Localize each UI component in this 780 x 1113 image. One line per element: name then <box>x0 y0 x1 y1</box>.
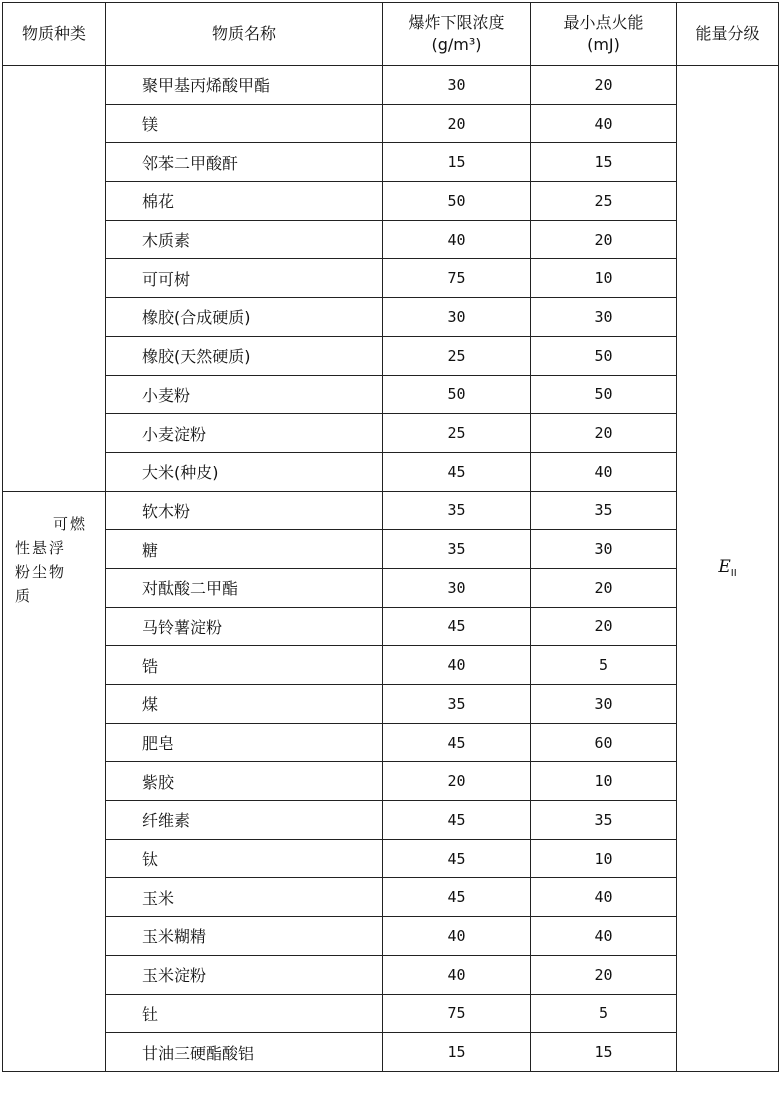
lower-limit-value: 40 <box>383 646 531 685</box>
category-cell-upper <box>3 66 106 492</box>
lower-limit-value: 25 <box>383 336 531 375</box>
lower-limit-value: 40 <box>383 955 531 994</box>
table-row <box>3 607 779 646</box>
min-ignition-value: 35 <box>531 801 677 840</box>
min-ignition-value: 10 <box>531 839 677 878</box>
table-row <box>3 994 779 1033</box>
category-line: 可燃 <box>52 514 87 533</box>
substance-name: 大米(种皮) <box>106 452 383 491</box>
category-cell <box>3 491 106 1071</box>
min-ignition-value: 20 <box>531 414 677 453</box>
energy-level-value: E <box>718 557 731 578</box>
header-energy-level: 能量分级 <box>677 3 779 66</box>
lower-limit-value: 15 <box>383 1033 531 1072</box>
substance-name: 棉花 <box>106 182 383 221</box>
min-ignition-value: 50 <box>531 336 677 375</box>
substance-name: 钛 <box>106 839 383 878</box>
substance-name: 可可树 <box>106 259 383 298</box>
substance-name: 对酞酸二甲酯 <box>106 568 383 607</box>
table-row <box>3 298 779 337</box>
lower-limit-value: 40 <box>383 220 531 259</box>
substance-name: 小麦淀粉 <box>106 414 383 453</box>
table-row <box>3 104 779 143</box>
substance-name: 橡胶(天然硬质) <box>106 336 383 375</box>
min-ignition-value: 10 <box>531 762 677 801</box>
header-min-ignition-line2: (mJ) <box>587 35 620 54</box>
substance-name: 聚甲基丙烯酸甲酯 <box>106 66 383 105</box>
min-ignition-value: 40 <box>531 878 677 917</box>
min-ignition-value: 20 <box>531 220 677 259</box>
dust-data-table <box>2 2 779 1072</box>
substance-name: 小麦粉 <box>106 375 383 414</box>
table-row <box>3 762 779 801</box>
min-ignition-value: 5 <box>531 646 677 685</box>
table-row <box>3 66 779 105</box>
substance-name: 钍 <box>106 994 383 1033</box>
lower-limit-value: 30 <box>383 298 531 337</box>
min-ignition-value: 60 <box>531 723 677 762</box>
min-ignition-value: 15 <box>531 1033 677 1072</box>
min-ignition-value: 30 <box>531 298 677 337</box>
table-row <box>3 414 779 453</box>
lower-limit-value: 45 <box>383 723 531 762</box>
min-ignition-value: 30 <box>531 530 677 569</box>
table-row <box>3 723 779 762</box>
table-row <box>3 143 779 182</box>
min-ignition-value: 20 <box>531 607 677 646</box>
min-ignition-value: 10 <box>531 259 677 298</box>
lower-limit-value: 45 <box>383 878 531 917</box>
lower-limit-value: 30 <box>383 66 531 105</box>
substance-name: 软木粉 <box>106 491 383 530</box>
min-ignition-value: 30 <box>531 685 677 724</box>
min-ignition-value: 35 <box>531 491 677 530</box>
substance-name: 肥皂 <box>106 723 383 762</box>
min-ignition-value: 20 <box>531 568 677 607</box>
table-row <box>3 839 779 878</box>
category-line: 质 <box>15 586 33 605</box>
header-name: 物质名称 <box>106 3 383 66</box>
min-ignition-value: 20 <box>531 955 677 994</box>
min-ignition-value: 5 <box>531 994 677 1033</box>
header-lower-limit-line2: (g/m³) <box>431 35 482 54</box>
lower-limit-value: 20 <box>383 762 531 801</box>
substance-name: 镁 <box>106 104 383 143</box>
substance-name: 木质素 <box>106 220 383 259</box>
table-row <box>3 259 779 298</box>
lower-limit-value: 45 <box>383 839 531 878</box>
min-ignition-value: 25 <box>531 182 677 221</box>
table-row <box>3 685 779 724</box>
table-row <box>3 375 779 414</box>
min-ignition-value: 20 <box>531 66 677 105</box>
header-min-ignition-line1: 最小点火能 <box>563 13 644 32</box>
substance-name: 玉米淀粉 <box>106 955 383 994</box>
min-ignition-value: 40 <box>531 104 677 143</box>
lower-limit-value: 25 <box>383 414 531 453</box>
substance-name: 玉米糊精 <box>106 917 383 956</box>
header-lower-limit-line1: 爆炸下限浓度 <box>408 13 505 32</box>
lower-limit-value: 35 <box>383 491 531 530</box>
lower-limit-value: 45 <box>383 801 531 840</box>
substance-name: 煤 <box>106 685 383 724</box>
substance-name: 糖 <box>106 530 383 569</box>
substance-name: 甘油三硬酯酸铝 <box>106 1033 383 1072</box>
substance-name: 橡胶(合成硬质) <box>106 298 383 337</box>
table-row <box>3 801 779 840</box>
lower-limit-value: 35 <box>383 530 531 569</box>
table-row <box>3 917 779 956</box>
table-row <box>3 646 779 685</box>
table-row <box>3 878 779 917</box>
lower-limit-value: 50 <box>383 182 531 221</box>
energy-level-cell <box>677 66 779 1072</box>
table-row <box>3 955 779 994</box>
substance-name: 马铃薯淀粉 <box>106 607 383 646</box>
category-line: 粉尘物 <box>15 562 67 581</box>
table-row <box>3 530 779 569</box>
table-row <box>3 182 779 221</box>
lower-limit-value: 20 <box>383 104 531 143</box>
energy-level-subscript: II <box>730 568 737 580</box>
table-body <box>3 66 779 1072</box>
table-row <box>3 336 779 375</box>
lower-limit-value: 50 <box>383 375 531 414</box>
min-ignition-value: 40 <box>531 452 677 491</box>
min-ignition-value: 40 <box>531 917 677 956</box>
table-row <box>3 1033 779 1072</box>
category-label <box>3 512 105 608</box>
header-category: 物质种类 <box>3 3 106 66</box>
lower-limit-value: 30 <box>383 568 531 607</box>
table-row <box>3 568 779 607</box>
substance-name: 紫胶 <box>106 762 383 801</box>
lower-limit-value: 75 <box>383 259 531 298</box>
min-ignition-value: 15 <box>531 143 677 182</box>
lower-limit-value: 40 <box>383 917 531 956</box>
lower-limit-value: 45 <box>383 452 531 491</box>
substance-name: 邻苯二甲酸酐 <box>106 143 383 182</box>
table-row <box>3 452 779 491</box>
substance-name: 玉米 <box>106 878 383 917</box>
substance-name: 纤维素 <box>106 801 383 840</box>
lower-limit-value: 35 <box>383 685 531 724</box>
min-ignition-value: 50 <box>531 375 677 414</box>
lower-limit-value: 15 <box>383 143 531 182</box>
header-min-ignition <box>531 3 677 66</box>
header-lower-limit <box>383 3 531 66</box>
lower-limit-value: 45 <box>383 607 531 646</box>
lower-limit-value: 75 <box>383 994 531 1033</box>
table-row <box>3 220 779 259</box>
substance-name: 锆 <box>106 646 383 685</box>
table-row <box>3 491 779 530</box>
header-row <box>3 3 779 66</box>
category-line: 性悬浮 <box>15 538 67 557</box>
